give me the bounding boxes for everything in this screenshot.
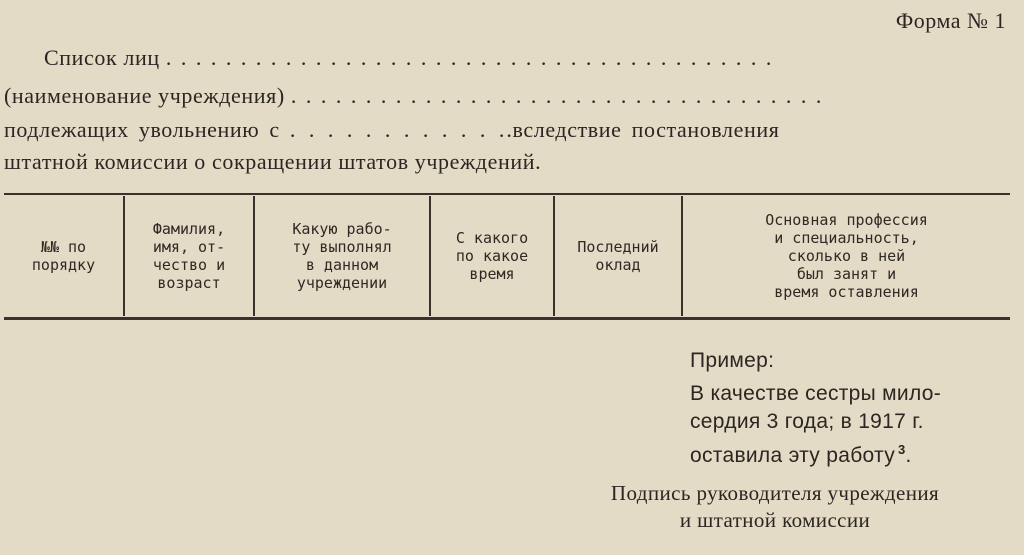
form-label: Форма № 1 xyxy=(895,8,1006,33)
example-text: В качестве сестры мило- сердия 3 года; в 1917 г. оставила эту работу xyxy=(690,382,942,467)
signature-line-1: Подпись руководителя учреждения xyxy=(610,481,940,505)
signature-line-2: и штатной комиссии xyxy=(679,508,871,532)
column-header-profession: Основная профессия и специальность, сколько в ней был занят и время оставления xyxy=(765,211,928,301)
header-line-2 xyxy=(4,83,1010,109)
column-header-salary: Последний оклад xyxy=(577,238,659,274)
column-header-work: Какую рабо- ту выполнял в данном учреждении xyxy=(292,220,392,292)
column-header-number: №№ по порядку xyxy=(31,238,96,274)
column-header-name: Фамилия, имя, от- чество и возраст xyxy=(152,220,226,292)
table-bottom-rule xyxy=(4,317,1010,320)
header-line-3-text: подлежащих увольнению с xyxy=(4,117,280,142)
example-title: Пример: xyxy=(690,349,775,372)
header-line-3-tail: .вследствие постановления xyxy=(506,117,780,142)
example-end: . xyxy=(905,444,912,467)
header-line-3-dots: . . . . . . . . . . . . xyxy=(289,117,507,142)
header-line-3 xyxy=(4,117,1010,143)
header-line-2-dots: . . . . . . . . . . . . . . . . . . . . . . . . . . . . . . . . . . . . xyxy=(290,83,824,108)
header-line-1-text: Список лиц xyxy=(44,45,160,70)
header-line-4: штатной комиссии о сокращении штатов учреждений. xyxy=(4,149,542,174)
header-line-2-text: (наименование учреждения) xyxy=(4,83,285,108)
header-line-1 xyxy=(4,45,1010,71)
footnote-marker: 3 xyxy=(898,442,906,457)
table-top-rule xyxy=(4,193,1010,195)
example-body xyxy=(690,380,1010,470)
column-header-period: С какого по какое время xyxy=(455,229,529,283)
header-line-1-dots: . . . . . . . . . . . . . . . . . . . . . . . . . . . . . . . . . . . . . . . . . xyxy=(165,45,774,70)
